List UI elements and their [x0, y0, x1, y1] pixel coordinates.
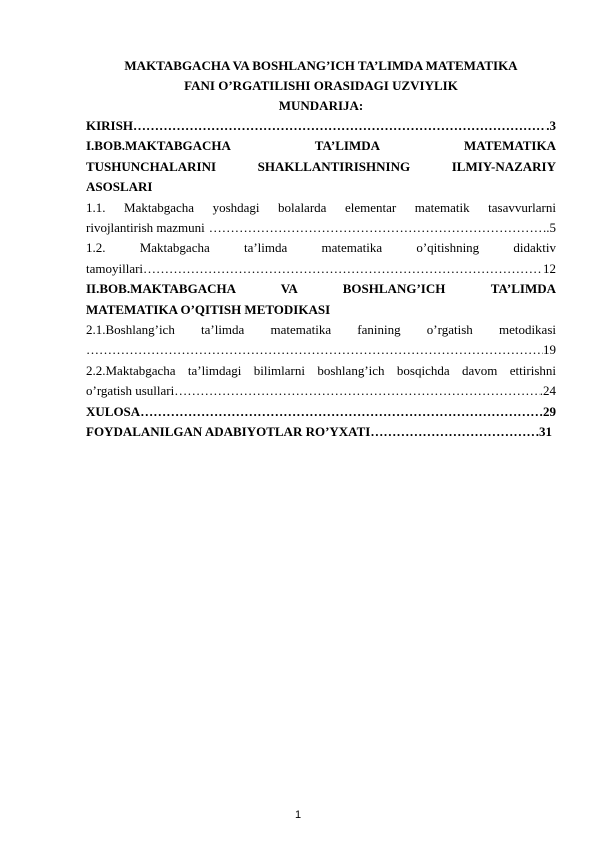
toc-entry-page: .3 — [546, 118, 556, 133]
toc-section-2-2-line-2 — [86, 381, 556, 401]
toc-leader-dots — [86, 340, 543, 360]
toc-section-2-1-line-2 — [86, 340, 556, 360]
toc-entry-page: .24 — [539, 383, 556, 399]
toc-leader-dots — [370, 422, 535, 442]
document-title-line-2: FANI O’RGATILISHI ORASIDAGI UZVIYLIK — [184, 78, 458, 93]
toc-entry-page: ..5 — [543, 220, 556, 236]
contents-heading: MUNDARIJA: — [278, 98, 364, 113]
toc-entry-label: KIRISH — [86, 118, 133, 133]
toc-leader-dots — [174, 381, 540, 401]
toc-section-1-1-line-1: 1.1. Maktabgacha yoshdagi bolalarda elementar matematik tasavvurlarni — [86, 199, 556, 215]
toc-chapter-2-line-1: II.BOB.MAKTABGACHA VA BOSHLANG’ICH TA’LIMDA — [86, 281, 556, 297]
toc-chapter-1-line-2: TUSHUNCHALARINI SHAKLLANTIRISHNING ILMIY-NAZARIY — [86, 158, 556, 174]
toc-leader-dots — [209, 218, 543, 238]
toc-section-2-2-line-1: 2.2.Maktabgacha ta’limdagi bilimlarni boshlang’ich bosqichda davom ettirishni — [86, 362, 556, 378]
toc-section-2-1-line-1: 2.1.Boshlang’ich ta’limda matematika fanining o’rgatish metodikasi — [86, 322, 556, 338]
page-number: 1 — [294, 809, 302, 821]
toc-entry-label: FOYDALANILGAN ADABIYOTLAR RO’YXATI — [86, 424, 371, 440]
toc-entry-conclusion — [86, 402, 556, 422]
toc-entry-page: 29 — [543, 403, 556, 419]
document-page — [86, 56, 556, 443]
toc-chapter-1-line-1: I.BOB.MAKTABGACHA TA’LIMDA MATEMATIKA — [86, 138, 556, 154]
toc-entry-intro — [86, 116, 556, 136]
toc-leader-dots — [133, 116, 546, 136]
toc-entry-page: 19 — [543, 342, 556, 358]
toc-leader-dots — [140, 402, 543, 422]
toc-chapter-2-line-2: MATEMATIKA O’QITISH METODIKASI — [86, 301, 331, 317]
toc-section-1-2-line-2 — [86, 259, 556, 279]
toc-section-1-1-line-2 — [86, 218, 556, 238]
toc-entry-label: XULOSA — [86, 403, 141, 419]
toc-section-1-2-line-1: 1.2. Maktabgacha ta’limda matematika o’qitishning didaktiv — [86, 240, 556, 256]
toc-entry-label: rivojlantirish mazmuni — [86, 220, 205, 236]
toc-leader-dots — [143, 259, 543, 279]
toc-entry-label: o’rgatish usullari — [86, 383, 175, 399]
toc-entry-label: tamoyillari — [86, 260, 144, 276]
document-title-line-1: MAKTABGACHA VA BOSHLANG’ICH TA’LIMDA MATEMATIKA — [124, 58, 518, 73]
toc-entry-page: .31 — [535, 424, 552, 440]
toc-entry-references — [86, 422, 552, 442]
toc-entry-page: 12 — [543, 260, 556, 276]
toc-chapter-1-line-3: ASOSLARI — [86, 179, 153, 195]
